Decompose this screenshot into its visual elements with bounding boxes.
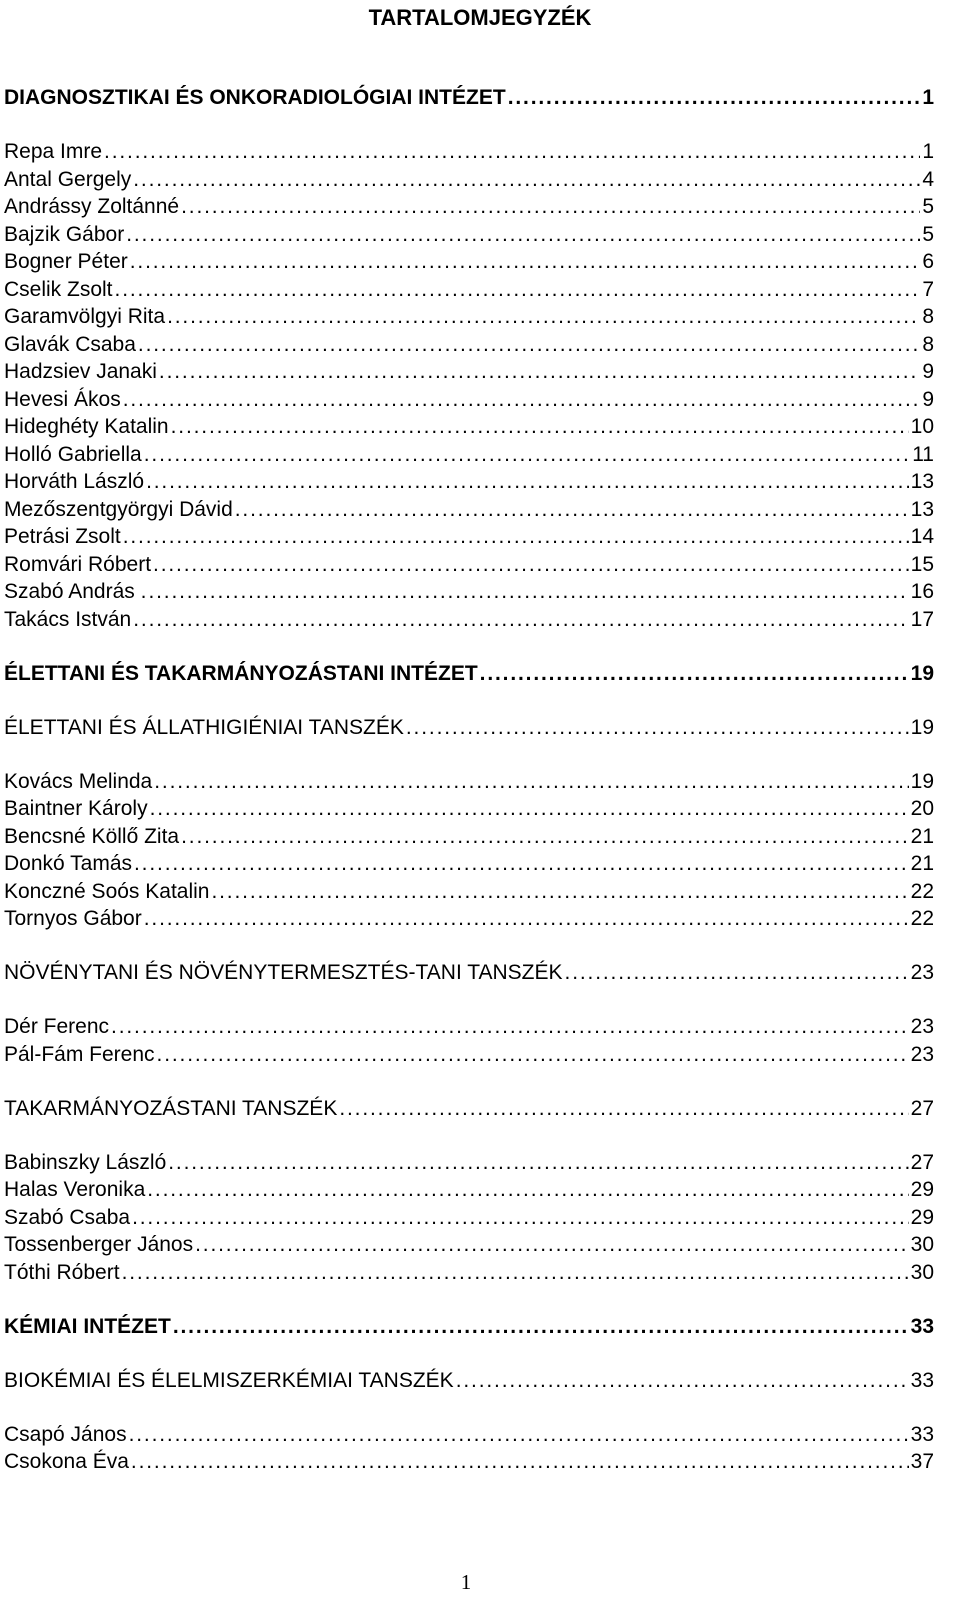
toc-entry-page: 21 [910,852,934,875]
toc-entry-label: BIOKÉMIAI ÉS ÉLELMISZERKÉMIAI TANSZÉK [4,1368,454,1392]
toc-entry[interactable] [4,1448,934,1476]
toc-entry[interactable] [4,1149,934,1177]
toc-entry-label: Tóthi Róbert [4,1260,120,1284]
toc-entry-label: Hevesi Ákos [4,387,121,411]
toc-entry-page: 9 [922,387,934,411]
toc-dot-leader [168,1149,908,1177]
toc-entry-label: Tossenberger János [4,1233,194,1256]
toc-entry-page: 5 [922,195,934,218]
toc-entry[interactable] [4,523,934,551]
toc-entry-label: Mezőszentgyörgyi Dávid [4,497,233,521]
toc-entry-label: KÉMIAI INTÉZET [4,1314,171,1338]
toc-spacer [4,687,934,714]
toc-entry-page: 27 [910,1096,934,1120]
toc-entry-page: 8 [922,305,934,328]
toc-dot-leader [157,1041,909,1069]
toc-entry-label: Repa Imre [4,140,103,163]
toc-entry-page: 33 [910,1368,934,1392]
toc-entry-page: 29 [910,1205,934,1229]
toc-dot-leader [132,1204,909,1232]
toc-dot-leader [456,1367,909,1395]
page-title: TARTALOMJEGYZÉK [368,5,592,30]
toc-spacer [4,112,934,139]
toc-entry-label: Szabó Csaba [4,1205,131,1229]
page-number: 1 [460,1570,472,1594]
toc-entry-label: Bajzik Gábor [4,222,125,246]
toc-entry-label: Glavák Csaba [4,332,136,356]
toc-dot-leader [122,1259,909,1287]
toc-entry-page: 19 [910,769,934,793]
toc-entry-page: 19 [910,661,934,685]
toc-dot-leader [129,1421,909,1449]
toc-entry[interactable] [4,193,934,221]
toc-entry-page: 23 [910,961,934,984]
toc-dot-leader [134,850,909,878]
toc-dot-leader [171,413,909,441]
toc-entry[interactable] [4,468,934,496]
toc-dot-leader [133,166,920,194]
toc-entry-label: Hideghéty Katalin [4,415,169,438]
toc-entry-label: Holló Gabriella [4,442,142,466]
table-of-contents [4,84,934,1476]
toc-entry-page: 9 [922,360,934,383]
toc-spacer [4,1394,934,1421]
toc-entry[interactable] [4,303,934,331]
toc-spacer [4,1286,934,1313]
toc-entry-page: 8 [922,332,934,356]
toc-entry[interactable] [4,578,934,606]
toc-entry[interactable] [4,138,934,166]
toc-dot-leader [167,303,920,331]
toc-entry-page: 16 [910,580,934,603]
toc-dot-leader [235,496,909,524]
toc-spacer [4,933,934,960]
toc-entry[interactable] [4,1421,934,1449]
toc-entry-label: Konczné Soós Katalin [4,879,210,903]
toc-entry-page: 10 [910,415,934,438]
toc-dot-leader [133,606,908,634]
toc-entry[interactable] [4,1176,934,1204]
toc-dot-leader [154,768,908,796]
toc-dot-leader [123,523,909,551]
toc-dot-leader [138,331,920,359]
toc-entry-label: Cselik Zsolt [4,277,113,301]
toc-section-heading[interactable] [4,84,934,112]
toc-entry[interactable] [4,441,934,469]
toc-dot-leader [565,959,909,987]
toc-entry-label: Andrássy Zoltánné [4,195,180,218]
toc-entry-label: Kovács Melinda [4,769,153,793]
toc-entry-page: 27 [910,1150,934,1174]
toc-entry-page: 23 [910,1015,934,1038]
toc-entry-page: 22 [910,879,934,903]
toc-entry[interactable] [4,1231,934,1259]
toc-entry-page: 30 [910,1233,934,1256]
toc-dot-leader [173,1313,909,1341]
toc-entry-page: 37 [910,1450,934,1473]
toc-entry[interactable] [4,850,934,878]
toc-entry[interactable] [4,1013,934,1041]
toc-entry[interactable] [4,386,934,414]
toc-entry-label: Halas Veronika [4,1178,146,1201]
toc-entry[interactable] [4,1041,934,1069]
toc-section-heading[interactable] [4,1313,934,1341]
toc-dot-leader [480,660,909,688]
toc-entry-label: DIAGNOSZTIKAI ÉS ONKORADIOLÓGIAI INTÉZET [4,86,506,109]
toc-entry-label: Hadzsiev Janaki [4,360,157,383]
toc-entry-label: Petrási Zsolt [4,525,121,548]
toc-entry-page: 1 [922,140,934,163]
toc-entry-label: Szabó András . [4,580,147,603]
toc-spacer [4,1122,934,1149]
toc-entry-label: Baintner Károly [4,797,148,820]
toc-entry-label: TAKARMÁNYOZÁSTANI TANSZÉK [4,1096,338,1120]
toc-dot-leader [104,138,920,166]
toc-entry[interactable] [4,823,934,851]
toc-entry-page: 4 [922,167,934,191]
toc-spacer [4,1340,934,1367]
toc-entry[interactable] [4,248,934,276]
toc-dot-leader [195,1231,909,1259]
toc-entry-page: 14 [910,525,934,548]
toc-entry-label: Horváth László [4,470,145,493]
toc-dot-leader [339,1095,908,1123]
toc-entry-label: Bogner Péter [4,250,128,273]
toc-entry[interactable] [4,358,934,386]
toc-entry[interactable] [4,166,934,194]
toc-dot-leader [115,276,921,304]
toc-dot-leader [148,578,908,606]
toc-entry-page: 23 [910,1042,934,1066]
toc-entry[interactable] [4,276,934,304]
toc-entry-label: Donkó Tamás [4,852,133,875]
toc-dot-leader [144,441,910,469]
toc-entry[interactable] [4,606,934,634]
toc-entry[interactable] [4,1204,934,1232]
toc-dot-leader [144,905,909,933]
toc-dot-leader [131,1448,909,1476]
toc-entry-label: ÉLETTANI ÉS TAKARMÁNYOZÁSTANI INTÉZET [4,661,478,685]
toc-entry-page: 22 [910,907,934,930]
toc-entry-label: Romvári Róbert [4,552,152,576]
toc-entry-page: 13 [910,497,934,521]
toc-entry-page: 33 [910,1422,934,1446]
toc-entry-page: 20 [910,797,934,820]
toc-entry-page: 29 [910,1178,934,1201]
toc-dot-leader [111,1013,909,1041]
toc-entry[interactable] [4,221,934,249]
toc-entry-label: Tornyos Gábor [4,907,142,930]
toc-entry-label: Antal Gergely [4,167,132,191]
toc-dot-leader [150,795,909,823]
toc-entry[interactable] [4,714,934,742]
toc-entry[interactable] [4,878,934,906]
toc-entry[interactable] [4,768,934,796]
toc-spacer [4,633,934,660]
toc-entry-page: 17 [910,607,934,631]
toc-entry-label: Pál-Fám Ferenc [4,1042,155,1066]
toc-entry-page: 7 [922,277,934,301]
toc-entry-page: 5 [922,222,934,246]
toc-entry-label: Csokona Éva [4,1450,129,1473]
toc-dot-leader [508,84,921,112]
toc-entry[interactable] [4,496,934,524]
toc-dot-leader [153,551,909,579]
toc-entry-page: 30 [910,1260,934,1284]
toc-entry-page: 1 [922,86,934,109]
toc-entry-label: Csapó János [4,1422,127,1446]
toc-entry-page: 13 [910,470,934,493]
toc-entry[interactable] [4,551,934,579]
toc-entry-page: 11 [912,442,934,466]
toc-entry-label: Babinszky László [4,1150,167,1174]
toc-entry[interactable] [4,331,934,359]
toc-entry[interactable] [4,905,934,933]
toc-dot-leader [123,386,921,414]
toc-dot-leader [147,1176,908,1204]
toc-dot-leader [126,221,920,249]
toc-entry-page: 19 [910,715,934,739]
toc-entry-label: Dér Ferenc [4,1015,110,1038]
toc-entry-label: Bencsné Köllő Zita [4,824,180,848]
toc-entry[interactable] [4,795,934,823]
toc-entry[interactable] [4,1367,934,1395]
toc-entry[interactable] [4,959,934,987]
toc-entry[interactable] [4,1095,934,1123]
toc-spacer [4,987,934,1014]
toc-dot-leader [181,823,909,851]
toc-spacer [4,741,934,768]
toc-dot-leader [406,714,909,742]
toc-entry-page: 21 [910,824,934,848]
toc-dot-leader [159,358,920,386]
toc-dot-leader [211,878,908,906]
toc-dot-leader [146,468,909,496]
toc-entry[interactable] [4,413,934,441]
toc-entry-label: Garamvölgyi Rita [4,305,166,328]
toc-dot-leader [130,248,921,276]
toc-section-heading[interactable] [4,660,934,688]
toc-entry-label: Takács István [4,607,132,631]
toc-entry-page: 33 [910,1314,934,1338]
toc-entry-label: ÉLETTANI ÉS ÁLLATHIGIÉNIAI TANSZÉK [4,715,404,739]
toc-entry-page: 6 [922,250,934,273]
toc-entry-page: 15 [910,552,934,576]
toc-dot-leader [181,193,920,221]
toc-entry-label: NÖVÉNYTANI ÉS NÖVÉNYTERMESZTÉS-TANI TANSZÉK [4,961,563,984]
toc-entry[interactable] [4,1259,934,1287]
toc-spacer [4,1068,934,1095]
